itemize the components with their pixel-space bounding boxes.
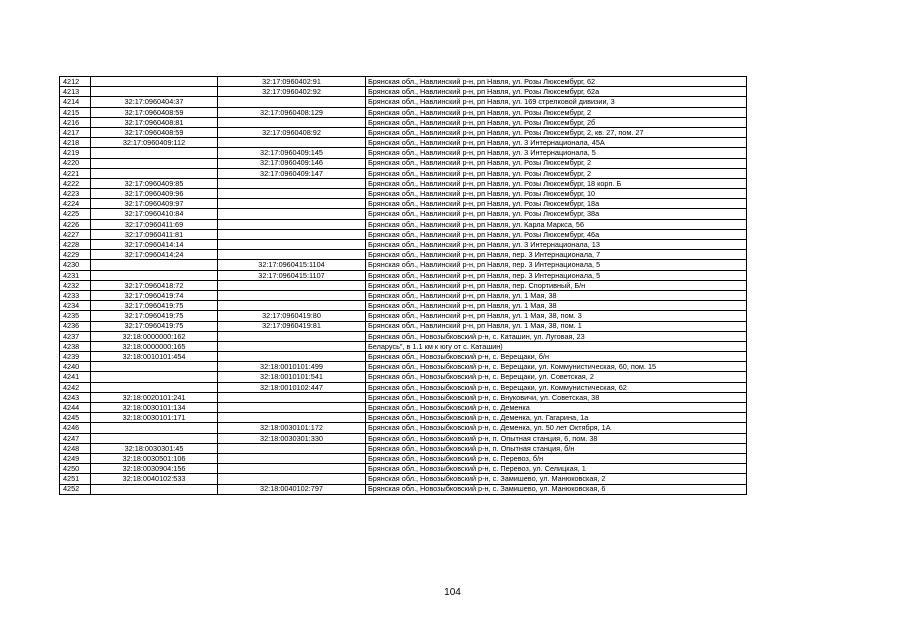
row-number-cell: 4239 bbox=[60, 352, 91, 362]
cadastral-number-object-cell bbox=[218, 392, 366, 402]
address-cell: Брянская обл., Навлинский р-н, рп Навля, ул. Розы Люксембург, 2 bbox=[366, 158, 747, 168]
cadastral-number-object-cell: 32:17:0960409:145 bbox=[218, 148, 366, 158]
address-cell: Брянская обл., Новозыбковский р-н, с. Деменка, ул. 50 лет Октября, 1А bbox=[366, 423, 747, 433]
table-row bbox=[60, 260, 747, 270]
address-cell: Брянская обл., Новозыбковский р-н, с. Перевоз, ул. Селицкая, 1 bbox=[366, 464, 747, 474]
row-number-cell: 4230 bbox=[60, 260, 91, 270]
address-cell: Брянская обл., Навлинский р-н, рп Навля, ул. 3 Интернационала, 5 bbox=[366, 148, 747, 158]
address-cell: Брянская обл., Новозыбковский р-н, с. Каташин, ул. Луговая, 23 bbox=[366, 331, 747, 341]
address-cell: Брянская обл., Навлинский р-н, рп Навля, пер. 3 Интернационала, 5 bbox=[366, 260, 747, 270]
address-cell: Брянская обл., Навлинский р-н, рп Навля, ул. Розы Люксембург, 2б bbox=[366, 117, 747, 127]
row-number-cell: 4227 bbox=[60, 229, 91, 239]
table-row bbox=[60, 290, 747, 300]
table-row bbox=[60, 138, 747, 148]
cadastral-number-parcel-cell bbox=[91, 168, 218, 178]
cadastral-number-object-cell bbox=[218, 178, 366, 188]
row-number-cell: 4218 bbox=[60, 138, 91, 148]
address-cell: Брянская обл., Новозыбковский р-н, с. Деменка, ул. Гагарина, 1а bbox=[366, 413, 747, 423]
cadastral-number-object-cell: 32:17:0960415:1104 bbox=[218, 260, 366, 270]
address-cell: Брянская обл., Новозыбковский р-н, с. Верещаки, ул. Коммунистическая, 60, пом. 15 bbox=[366, 362, 747, 372]
cadastral-number-object-cell bbox=[218, 199, 366, 209]
row-number-cell: 4249 bbox=[60, 453, 91, 463]
cadastral-number-parcel-cell: 32:17:0960419:75 bbox=[91, 301, 218, 311]
row-number-cell: 4213 bbox=[60, 87, 91, 97]
table-row bbox=[60, 250, 747, 260]
cadastral-number-parcel-cell bbox=[91, 382, 218, 392]
address-cell: Брянская обл., Новозыбковский р-н, п. Опытная станция, б/н bbox=[366, 443, 747, 453]
cadastral-number-object-cell: 32:17:0960409:147 bbox=[218, 168, 366, 178]
row-number-cell: 4245 bbox=[60, 413, 91, 423]
table-row bbox=[60, 433, 747, 443]
cadastral-number-object-cell bbox=[218, 189, 366, 199]
row-number-cell: 4224 bbox=[60, 199, 91, 209]
address-cell: Брянская обл., Навлинский р-н, рп Навля, ул. Розы Люксембург, 10 bbox=[366, 189, 747, 199]
row-number-cell: 4240 bbox=[60, 362, 91, 372]
table-row bbox=[60, 127, 747, 137]
cadastral-number-parcel-cell: 32:17:0960419:75 bbox=[91, 321, 218, 331]
table-row bbox=[60, 107, 747, 117]
cadastral-number-parcel-cell: 32:17:0960414:24 bbox=[91, 250, 218, 260]
table-row bbox=[60, 270, 747, 280]
row-number-cell: 4221 bbox=[60, 168, 91, 178]
table-row bbox=[60, 219, 747, 229]
cadastral-number-object-cell bbox=[218, 413, 366, 423]
cadastral-number-parcel-cell: 32:18:0030101:134 bbox=[91, 403, 218, 413]
row-number-cell: 4228 bbox=[60, 240, 91, 250]
cadastral-number-object-cell: 32:18:0040102:797 bbox=[218, 484, 366, 494]
cadastral-number-parcel-cell: 32:18:0000000:162 bbox=[91, 331, 218, 341]
row-number-cell: 4212 bbox=[60, 77, 91, 87]
cadastral-table-container bbox=[59, 76, 747, 495]
cadastral-number-parcel-cell: 32:18:0030904:156 bbox=[91, 464, 218, 474]
address-cell: Брянская обл., Навлинский р-н, рп Навля, ул. 1 Мая, 38 bbox=[366, 301, 747, 311]
table-row bbox=[60, 117, 747, 127]
cadastral-number-parcel-cell: 32:17:0960408:59 bbox=[91, 107, 218, 117]
row-number-cell: 4214 bbox=[60, 97, 91, 107]
row-number-cell: 4252 bbox=[60, 484, 91, 494]
row-number-cell: 4242 bbox=[60, 382, 91, 392]
row-number-cell: 4248 bbox=[60, 443, 91, 453]
cadastral-number-object-cell bbox=[218, 138, 366, 148]
address-cell: Брянская обл., Навлинский р-н, рп Навля, ул. Розы Люксембург, 2, кв. 27, пом. 27 bbox=[366, 127, 747, 137]
row-number-cell: 4231 bbox=[60, 270, 91, 280]
cadastral-number-parcel-cell bbox=[91, 260, 218, 270]
cadastral-number-object-cell bbox=[218, 301, 366, 311]
cadastral-number-object-cell: 32:17:0960419:81 bbox=[218, 321, 366, 331]
cadastral-number-object-cell bbox=[218, 290, 366, 300]
cadastral-number-object-cell bbox=[218, 443, 366, 453]
row-number-cell: 4250 bbox=[60, 464, 91, 474]
address-cell: Брянская обл., Навлинский р-н, рп Навля, ул. 1 Мая, 38, пом. 1 bbox=[366, 321, 747, 331]
table-row bbox=[60, 484, 747, 494]
cadastral-number-parcel-cell bbox=[91, 87, 218, 97]
cadastral-number-object-cell: 32:18:0010101:541 bbox=[218, 372, 366, 382]
table-row bbox=[60, 301, 747, 311]
cadastral-number-object-cell: 32:18:0010101:499 bbox=[218, 362, 366, 372]
cadastral-number-parcel-cell: 32:18:0030301:45 bbox=[91, 443, 218, 453]
cadastral-number-parcel-cell: 32:17:0960409:85 bbox=[91, 178, 218, 188]
table-row bbox=[60, 413, 747, 423]
table-row bbox=[60, 331, 747, 341]
address-cell: Брянская обл., Новозыбковский р-н, с. Внуковичи, ул. Советская, 38 bbox=[366, 392, 747, 402]
address-cell: Брянская обл., Навлинский р-н, рп Навля, ул. Розы Люксембург, 2 bbox=[366, 168, 747, 178]
table-row bbox=[60, 362, 747, 372]
address-cell: Брянская обл., Новозыбковский р-н, с. Верещаки, ул. Коммунистическая, 62 bbox=[366, 382, 747, 392]
table-body bbox=[60, 77, 747, 495]
table-row bbox=[60, 199, 747, 209]
cadastral-number-object-cell: 32:17:0960408:129 bbox=[218, 107, 366, 117]
table-row bbox=[60, 229, 747, 239]
row-number-cell: 4223 bbox=[60, 189, 91, 199]
row-number-cell: 4222 bbox=[60, 178, 91, 188]
table-row bbox=[60, 392, 747, 402]
address-cell: Беларусь", в 1.1 км к югу от с. Каташин) bbox=[366, 341, 747, 351]
address-cell: Брянская обл., Новозыбковский р-н, с. Верещаки, ул. Советская, 2 bbox=[366, 372, 747, 382]
table-row bbox=[60, 382, 747, 392]
cadastral-number-parcel-cell bbox=[91, 423, 218, 433]
row-number-cell: 4233 bbox=[60, 290, 91, 300]
row-number-cell: 4215 bbox=[60, 107, 91, 117]
cadastral-number-parcel-cell: 32:17:0960418:72 bbox=[91, 280, 218, 290]
row-number-cell: 4244 bbox=[60, 403, 91, 413]
cadastral-number-parcel-cell: 32:18:0040102:533 bbox=[91, 474, 218, 484]
address-cell: Брянская обл., Навлинский р-н, рп Навля, ул. Розы Люксембург, 38а bbox=[366, 209, 747, 219]
cadastral-number-object-cell bbox=[218, 229, 366, 239]
cadastral-number-object-cell: 32:17:0960409:146 bbox=[218, 158, 366, 168]
cadastral-number-object-cell bbox=[218, 453, 366, 463]
cadastral-number-parcel-cell: 32:17:0960411:69 bbox=[91, 219, 218, 229]
address-cell: Брянская обл., Навлинский р-н, рп Навля, ул. Розы Люксембург, 46а bbox=[366, 229, 747, 239]
address-cell: Брянская обл., Навлинский р-н, рп Навля, ул. 3 Интернационала, 13 bbox=[366, 240, 747, 250]
row-number-cell: 4251 bbox=[60, 474, 91, 484]
cadastral-number-parcel-cell: 32:17:0960419:74 bbox=[91, 290, 218, 300]
cadastral-number-object-cell bbox=[218, 341, 366, 351]
address-cell: Брянская обл., Навлинский р-н, рп Навля, ул. Розы Люксембург, 2 bbox=[366, 107, 747, 117]
address-cell: Брянская обл., Навлинский р-н, рп Навля, ул. Розы Люксембург, 62 bbox=[366, 77, 747, 87]
cadastral-number-parcel-cell bbox=[91, 158, 218, 168]
cadastral-table bbox=[59, 76, 747, 495]
table-row bbox=[60, 77, 747, 87]
table-row bbox=[60, 352, 747, 362]
cadastral-number-object-cell: 32:18:0030101:172 bbox=[218, 423, 366, 433]
address-cell: Брянская обл., Новозыбковский р-н, с. Замишево, ул. Манюковская, 6 bbox=[366, 484, 747, 494]
row-number-cell: 4236 bbox=[60, 321, 91, 331]
table-row bbox=[60, 403, 747, 413]
cadastral-number-parcel-cell bbox=[91, 270, 218, 280]
table-row bbox=[60, 321, 747, 331]
address-cell: Брянская обл., Навлинский р-н, рп Навля, ул. Карла Маркса, 56 bbox=[366, 219, 747, 229]
cadastral-number-object-cell: 32:17:0960402:92 bbox=[218, 87, 366, 97]
cadastral-number-parcel-cell bbox=[91, 372, 218, 382]
address-cell: Брянская обл., Новозыбковский р-н, п. Опытная станция, 6, пом. 38 bbox=[366, 433, 747, 443]
table-row bbox=[60, 423, 747, 433]
table-row bbox=[60, 372, 747, 382]
cadastral-number-object-cell bbox=[218, 474, 366, 484]
row-number-cell: 4247 bbox=[60, 433, 91, 443]
cadastral-number-object-cell: 32:18:0010102:447 bbox=[218, 382, 366, 392]
cadastral-number-parcel-cell: 32:18:0010101:454 bbox=[91, 352, 218, 362]
cadastral-number-parcel-cell: 32:17:0960409:96 bbox=[91, 189, 218, 199]
address-cell: Брянская обл., Навлинский р-н, рп Навля, пер. 3 Интернационала, 5 bbox=[366, 270, 747, 280]
address-cell: Брянская обл., Навлинский р-н, рп Навля, ул. Розы Люксембург, 62а bbox=[366, 87, 747, 97]
address-cell: Брянская обл., Навлинский р-н, рп Навля, ул. 1 Мая, 38, пом. 3 bbox=[366, 311, 747, 321]
table-row bbox=[60, 453, 747, 463]
page-number: 104 bbox=[444, 587, 461, 598]
cadastral-number-parcel-cell: 32:18:0000000:165 bbox=[91, 341, 218, 351]
table-row bbox=[60, 97, 747, 107]
cadastral-number-parcel-cell: 32:18:0030101:171 bbox=[91, 413, 218, 423]
cadastral-number-parcel-cell bbox=[91, 433, 218, 443]
cadastral-number-object-cell bbox=[218, 352, 366, 362]
table-row bbox=[60, 168, 747, 178]
table-row bbox=[60, 464, 747, 474]
address-cell: Брянская обл., Новозыбковский р-н, с. Замишево, ул. Манюковская, 2 bbox=[366, 474, 747, 484]
cadastral-number-object-cell: 32:17:0960408:92 bbox=[218, 127, 366, 137]
cadastral-number-parcel-cell: 32:18:0030501:106 bbox=[91, 453, 218, 463]
address-cell: Брянская обл., Навлинский р-н, рп Навля, пер. Спортивный, Б/н bbox=[366, 280, 747, 290]
cadastral-number-parcel-cell bbox=[91, 362, 218, 372]
address-cell: Брянская обл., Новозыбковский р-н, с. Верещаки, б/н bbox=[366, 352, 747, 362]
cadastral-number-parcel-cell: 32:17:0960408:59 bbox=[91, 127, 218, 137]
cadastral-number-parcel-cell: 32:17:0960409:97 bbox=[91, 199, 218, 209]
cadastral-number-parcel-cell: 32:17:0960419:75 bbox=[91, 311, 218, 321]
cadastral-number-object-cell bbox=[218, 280, 366, 290]
row-number-cell: 4229 bbox=[60, 250, 91, 260]
cadastral-number-object-cell bbox=[218, 403, 366, 413]
table-row bbox=[60, 209, 747, 219]
cadastral-number-parcel-cell: 32:17:0960404:37 bbox=[91, 97, 218, 107]
cadastral-number-object-cell: 32:17:0960402:91 bbox=[218, 77, 366, 87]
row-number-cell: 4217 bbox=[60, 127, 91, 137]
address-cell: Брянская обл., Новозыбковский р-н, с. Деменка bbox=[366, 403, 747, 413]
row-number-cell: 4225 bbox=[60, 209, 91, 219]
cadastral-number-object-cell: 32:18:0030301:330 bbox=[218, 433, 366, 443]
row-number-cell: 4246 bbox=[60, 423, 91, 433]
row-number-cell: 4243 bbox=[60, 392, 91, 402]
row-number-cell: 4232 bbox=[60, 280, 91, 290]
cadastral-number-parcel-cell: 32:17:0960411:81 bbox=[91, 229, 218, 239]
address-cell: Брянская обл., Навлинский р-н, рп Навля, ул. 169 стрелковой дивизии, 3 bbox=[366, 97, 747, 107]
address-cell: Брянская обл., Навлинский р-н, рп Навля, ул. Розы Люксембург, 18а bbox=[366, 199, 747, 209]
cadastral-number-object-cell bbox=[218, 97, 366, 107]
row-number-cell: 4237 bbox=[60, 331, 91, 341]
cadastral-number-object-cell bbox=[218, 250, 366, 260]
address-cell: Брянская обл., Навлинский р-н, рп Навля, ул. 1 Мая, 38 bbox=[366, 290, 747, 300]
table-row bbox=[60, 311, 747, 321]
cadastral-number-object-cell bbox=[218, 219, 366, 229]
row-number-cell: 4234 bbox=[60, 301, 91, 311]
row-number-cell: 4241 bbox=[60, 372, 91, 382]
cadastral-number-parcel-cell: 32:17:0960410:84 bbox=[91, 209, 218, 219]
cadastral-number-object-cell bbox=[218, 331, 366, 341]
cadastral-number-object-cell: 32:17:0960419:80 bbox=[218, 311, 366, 321]
address-cell: Брянская обл., Навлинский р-н, рп Навля, ул. Розы Люксембург, 18 корп. Б bbox=[366, 178, 747, 188]
row-number-cell: 4220 bbox=[60, 158, 91, 168]
cadastral-number-parcel-cell bbox=[91, 77, 218, 87]
address-cell: Брянская обл., Навлинский р-н, рп Навля, пер. 3 Интернационала, 7 bbox=[366, 250, 747, 260]
cadastral-number-object-cell bbox=[218, 464, 366, 474]
cadastral-number-object-cell bbox=[218, 240, 366, 250]
table-row bbox=[60, 178, 747, 188]
table-row bbox=[60, 148, 747, 158]
table-row bbox=[60, 87, 747, 97]
address-cell: Брянская обл., Новозыбковский р-н, с. Перевоз, б/н bbox=[366, 453, 747, 463]
cadastral-number-object-cell bbox=[218, 209, 366, 219]
cadastral-number-parcel-cell: 32:17:0960414:14 bbox=[91, 240, 218, 250]
row-number-cell: 4219 bbox=[60, 148, 91, 158]
cadastral-number-parcel-cell bbox=[91, 148, 218, 158]
row-number-cell: 4216 bbox=[60, 117, 91, 127]
table-row bbox=[60, 189, 747, 199]
table-row bbox=[60, 443, 747, 453]
table-row bbox=[60, 474, 747, 484]
address-cell: Брянская обл., Навлинский р-н, рп Навля, ул. 3 Интернационала, 45А bbox=[366, 138, 747, 148]
row-number-cell: 4226 bbox=[60, 219, 91, 229]
table-row bbox=[60, 158, 747, 168]
cadastral-number-parcel-cell: 32:18:0020101:241 bbox=[91, 392, 218, 402]
cadastral-number-object-cell bbox=[218, 117, 366, 127]
row-number-cell: 4235 bbox=[60, 311, 91, 321]
table-row bbox=[60, 341, 747, 351]
table-row bbox=[60, 280, 747, 290]
cadastral-number-parcel-cell: 32:17:0960409:112 bbox=[91, 138, 218, 148]
cadastral-number-parcel-cell bbox=[91, 484, 218, 494]
cadastral-number-parcel-cell: 32:17:0960408:81 bbox=[91, 117, 218, 127]
cadastral-number-object-cell: 32:17:0960415:1107 bbox=[218, 270, 366, 280]
table-row bbox=[60, 240, 747, 250]
row-number-cell: 4238 bbox=[60, 341, 91, 351]
